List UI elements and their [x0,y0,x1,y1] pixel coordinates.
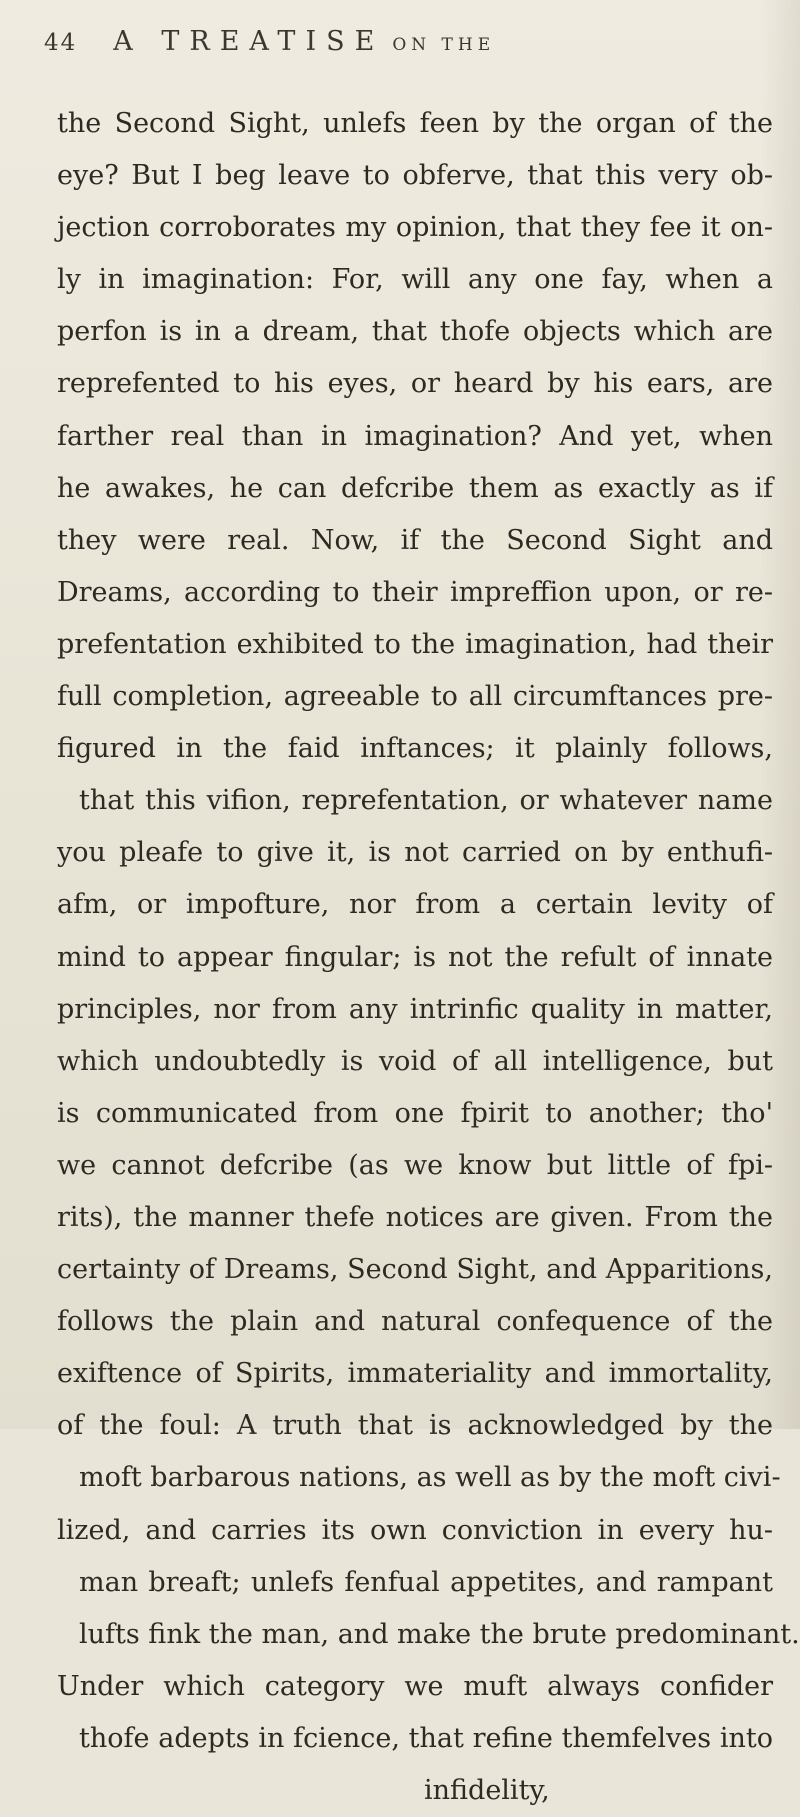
text-line: of the foul: A truth that is acknowledged by the [57,1410,773,1442]
text-line: reprefented to his eyes, or heard by his ears, are [57,368,773,400]
text-line: principles, nor from any intrinfic quality in matter, [57,993,773,1025]
text-line: certainty of Dreams, Second Sight, and Apparitions, [57,1254,773,1286]
text-line: rits), the manner thefe notices are given. From the [57,1201,773,1233]
text-line: ly in imagination: For, will any one fay, when a [57,264,773,296]
text-line: you pleafe to give it, is not carried on by enthufi- [57,837,773,869]
text-line: lized, and carries its own conviction in every hu- [57,1514,773,1546]
text-line: is communicated from one fpirit to another; tho' [57,1097,773,1129]
text-line: the Second Sight, unlefs feen by the organ of the [57,108,773,139]
page-number: 44 [44,30,78,56]
text-line: mind to appear fingular; is not the refult of innate [57,941,773,973]
text-line: exiftence of Spirits, immateriality and immortality, [57,1358,773,1390]
text-line: prefentation exhibited to the imagination, had their [57,628,773,660]
text-line: he awakes, he can defcribe them as exactly as if [57,472,773,504]
catchword-line: infidelity, [424,1775,550,1806]
text-line: they were real. Now, if the Second Sight and [57,524,773,556]
text-line: Dreams, according to their impreffion upon, or re- [57,576,773,608]
text-line: man breaft; unlefs fenfual appetites, and rampant [79,1566,773,1598]
running-title: A TREATISE [113,26,385,57]
text-line: full completion, agreeable to all circumftances pre- [57,681,773,713]
text-line: Under which category we muft always confider [57,1670,773,1702]
text-line: moft barbarous nations, as well as by the moft civi- [79,1462,781,1494]
text-line: lufts fink the man, and make the brute predominant. [79,1618,800,1650]
text-line: we cannot defcribe (as we know but little of fpi- [57,1149,773,1181]
text-line: that this vifion, reprefentation, or whatever name [79,785,773,817]
text-line: perfon is in a dream, that thofe objects which are [57,316,773,348]
text-line: which undoubtedly is void of all intelligence, but [57,1045,773,1077]
text-line: farther real than in imagination? And yet, when [57,420,773,452]
text-line: figured in the faid inftances; it plainly follows, [57,733,773,765]
text-line: eye? But I beg leave to obferve, that this very ob- [57,160,773,192]
body-text [57,98,800,1817]
text-line: follows the plain and natural confequence of the [57,1306,773,1338]
text-line: afm, or impofture, nor from a certain levity of [57,889,773,921]
running-title-tail: ON THE [392,35,496,55]
text-line: jection corroborates my opinion, that they fee it on- [57,212,773,244]
running-header [44,26,564,66]
text-line: thofe adepts in fcience, that refine themfelves into [79,1722,773,1754]
